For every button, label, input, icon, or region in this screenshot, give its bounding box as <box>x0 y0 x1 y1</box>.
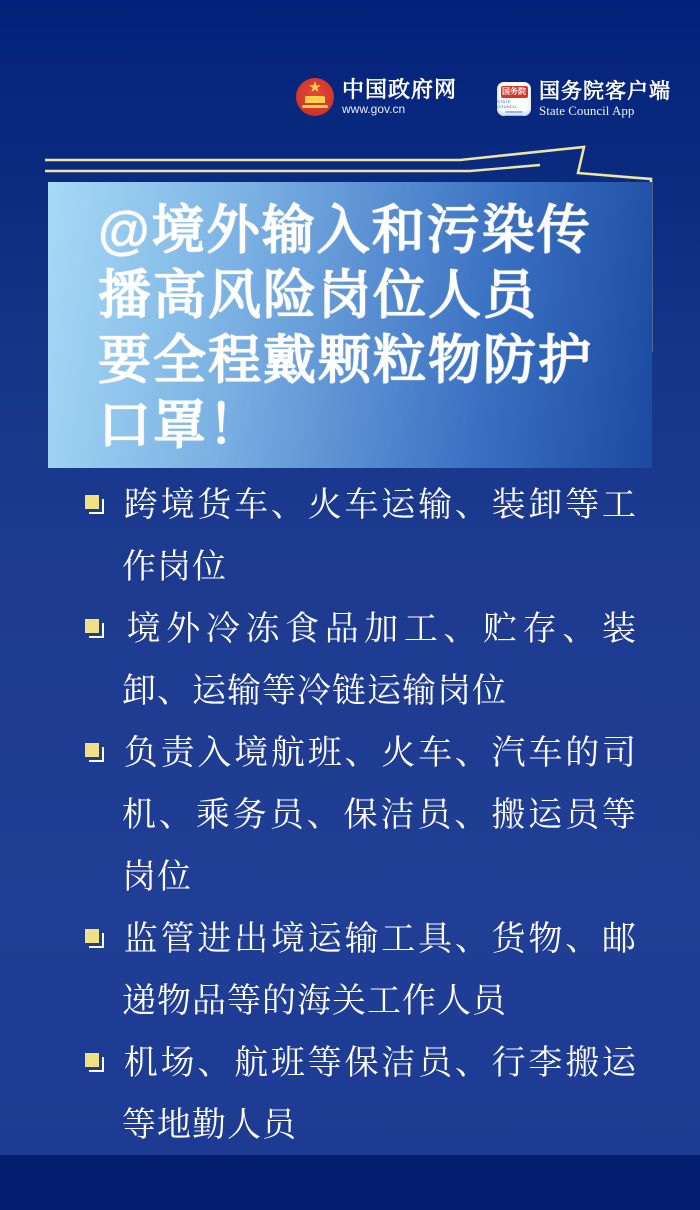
square-bullet-icon <box>85 1053 99 1067</box>
headline-banner <box>48 182 652 468</box>
job-position-list <box>85 474 637 1156</box>
state-council-app-logo <box>497 80 671 118</box>
list-item <box>85 474 637 598</box>
square-bullet-icon <box>85 495 99 509</box>
list-item <box>85 598 637 722</box>
state-council-app-icon <box>497 82 531 116</box>
headline-line-2: 播高风险岗位人员 <box>98 266 538 325</box>
square-bullet-icon <box>85 619 99 633</box>
headline-line-4: 口罩！ <box>98 396 263 455</box>
square-bullet-icon <box>85 929 99 943</box>
list-item <box>85 908 637 1032</box>
app-icon-sublabel: STATE COUNCIL <box>497 99 518 109</box>
gov-site-title: 中国政府网 <box>342 77 458 102</box>
national-emblem-icon: ★ <box>296 78 334 116</box>
list-item <box>85 722 637 908</box>
app-title: 国务院客户端 <box>539 80 671 103</box>
app-icon-label: 国务院 <box>502 87 526 96</box>
list-item-text: 境外冷冻食品加工、贮存、装卸、运输等冷链运输岗位 <box>122 610 637 710</box>
app-subtitle: State Council App <box>539 103 635 118</box>
gov-logo <box>296 78 457 116</box>
headline-line-1: @境外输入和污染传 <box>98 201 592 260</box>
square-bullet-icon <box>85 743 99 757</box>
header <box>0 78 700 126</box>
list-item <box>85 1032 637 1156</box>
headline-line-3: 要全程戴颗粒物防护 <box>98 331 593 390</box>
list-item-text: 机场、航班等保洁员、行李搬运等地勤人员 <box>122 1044 637 1144</box>
list-item-text: 监管进出境运输工具、货物、邮递物品等的海关工作人员 <box>122 920 637 1020</box>
list-item-text: 负责入境航班、火车、汽车的司机、乘务员、保洁员、搬运员等岗位 <box>122 734 637 896</box>
gov-site-url: www.gov.cn <box>342 102 406 116</box>
footer-band <box>0 1155 700 1210</box>
list-item-text: 跨境货车、火车运输、装卸等工作岗位 <box>122 486 637 586</box>
